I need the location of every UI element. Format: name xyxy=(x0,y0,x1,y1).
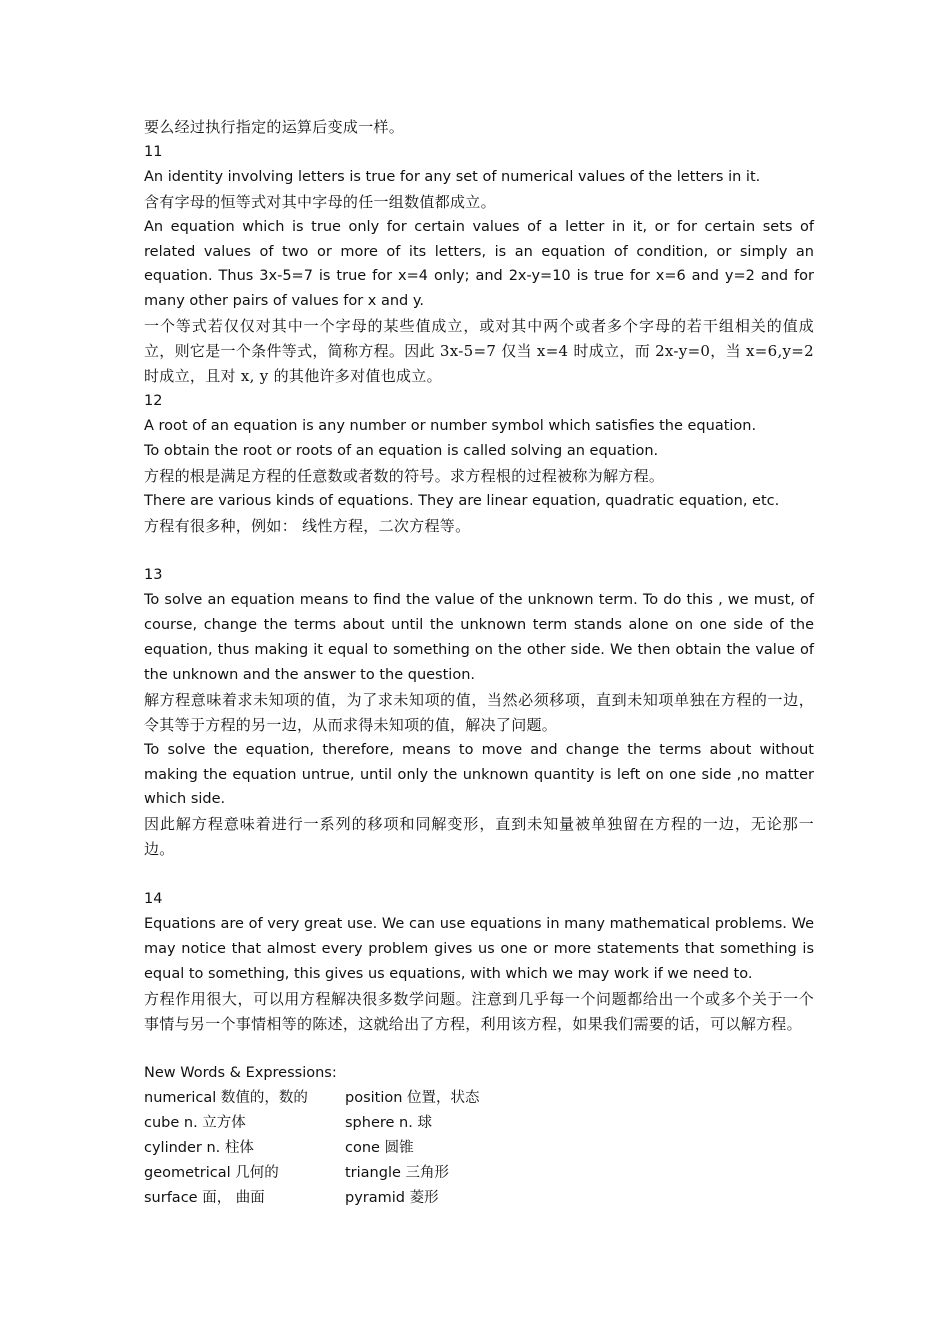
section-number-14: 14 xyxy=(144,891,163,908)
blank-line xyxy=(144,1037,814,1062)
vocab-term: geometrical 几何的 xyxy=(144,1165,279,1182)
blank-line xyxy=(144,862,814,887)
vocab-term: triangle 三角形 xyxy=(345,1165,450,1182)
section-number-12: 12 xyxy=(144,392,163,409)
vocab-term: cone 圆锥 xyxy=(345,1140,414,1157)
paragraph-en: A root of an equation is any number or number symbol which satisfies the equation. xyxy=(144,417,757,434)
paragraph-en: An identity involving letters is true for any set of numerical values of the letters in it. xyxy=(144,168,761,185)
paragraph-zh: 方程的根是满足方程的任意数或者数的符号。求方程根的过程被称为解方程。 xyxy=(144,466,665,485)
vocab-term: surface 面， 曲面 xyxy=(144,1189,265,1206)
paragraph-en: An equation which is true only for certain values of a letter in it, or for certain sets of related values of two or more of its letters, is an equation of condition, or simply an equation. Thus 3x-5=7 is true for x=4 only; and 2x-y=10 is true for x=6 and y=2 and for many other pairs of values for x and y. xyxy=(144,218,814,310)
vocab-heading: New Words & Expressions: xyxy=(144,1065,337,1082)
paragraph-zh: 一个等式若仅仅对其中一个字母的某些值成立，或对其中两个或者多个字母的若干组相关的值成立，则它是一个条件等式，简称方程。因此 3x-5=7 仅当 x=4 时成立，而 2x-y=0，当 x=6,y=2 时成立，且对 x, y 的其他许多对值也成立。 xyxy=(144,317,814,386)
paragraph-en: To obtain the root or roots of an equation is called solving an equation. xyxy=(144,442,659,459)
blank-line xyxy=(144,538,814,563)
vocab-term: numerical 数值的，数的 xyxy=(144,1090,308,1107)
vocab-list xyxy=(144,1086,814,1211)
vocab-term: pyramid 菱形 xyxy=(345,1189,439,1206)
paragraph-en: There are various kinds of equations. They are linear equation, quadratic equation, etc. xyxy=(144,492,780,509)
section-number-11: 11 xyxy=(144,143,163,160)
paragraph-zh: 方程作用很大，可以用方程解决很多数学问题。注意到几乎每一个问题都给出一个或多个关于一个事情与另一个事情相等的陈述，这就给出了方程，利用该方程，如果我们需要的话，可以解方程。 xyxy=(144,989,814,1033)
vocab-term: cylinder n. 柱体 xyxy=(144,1140,254,1157)
text-line: 要么经过执行指定的运算后变成一样。 xyxy=(144,118,405,136)
vocab-term: sphere n. 球 xyxy=(345,1115,432,1132)
paragraph-en: To solve the equation, therefore, means to move and change the terms about without making the equation untrue, until only the unknown quantity is left on one side ,no matter which side. xyxy=(144,741,814,808)
paragraph-zh: 含有字母的恒等式对其中字母的任一组数值都成立。 xyxy=(144,192,496,211)
paragraph-en: Equations are of very great use. We can use equations in many mathematical problems. We may notice that almost every problem gives us one or more statements that something is equal to something, this gives us equations, with which we may work if we need to. xyxy=(144,915,814,982)
paragraph-en: To solve an equation means to find the value of the unknown term. To do this , we must, of course, change the terms about until the unknown term stands alone on one side of the equation, thus making it equal to something on the other side. We then obtain the value of the unknown and the answer to the question. xyxy=(144,592,814,683)
paragraph-zh: 解方程意味着求未知项的值，为了求未知项的值，当然必须移项，直到未知项单独在方程的一边，令其等于方程的另一边，从而求得未知项的值，解决了问题。 xyxy=(144,690,814,734)
paragraph-zh: 方程有很多种，例如： 线性方程，二次方程等。 xyxy=(144,516,471,535)
vocab-term: position 位置，状态 xyxy=(345,1090,480,1107)
vocab-term: cube n. 立方体 xyxy=(144,1115,246,1132)
document-page xyxy=(144,115,814,1211)
paragraph-zh: 因此解方程意味着进行一系列的移项和同解变形，直到未知量被单独留在方程的一边，无论那一边。 xyxy=(144,815,814,859)
section-number-13: 13 xyxy=(144,567,163,584)
